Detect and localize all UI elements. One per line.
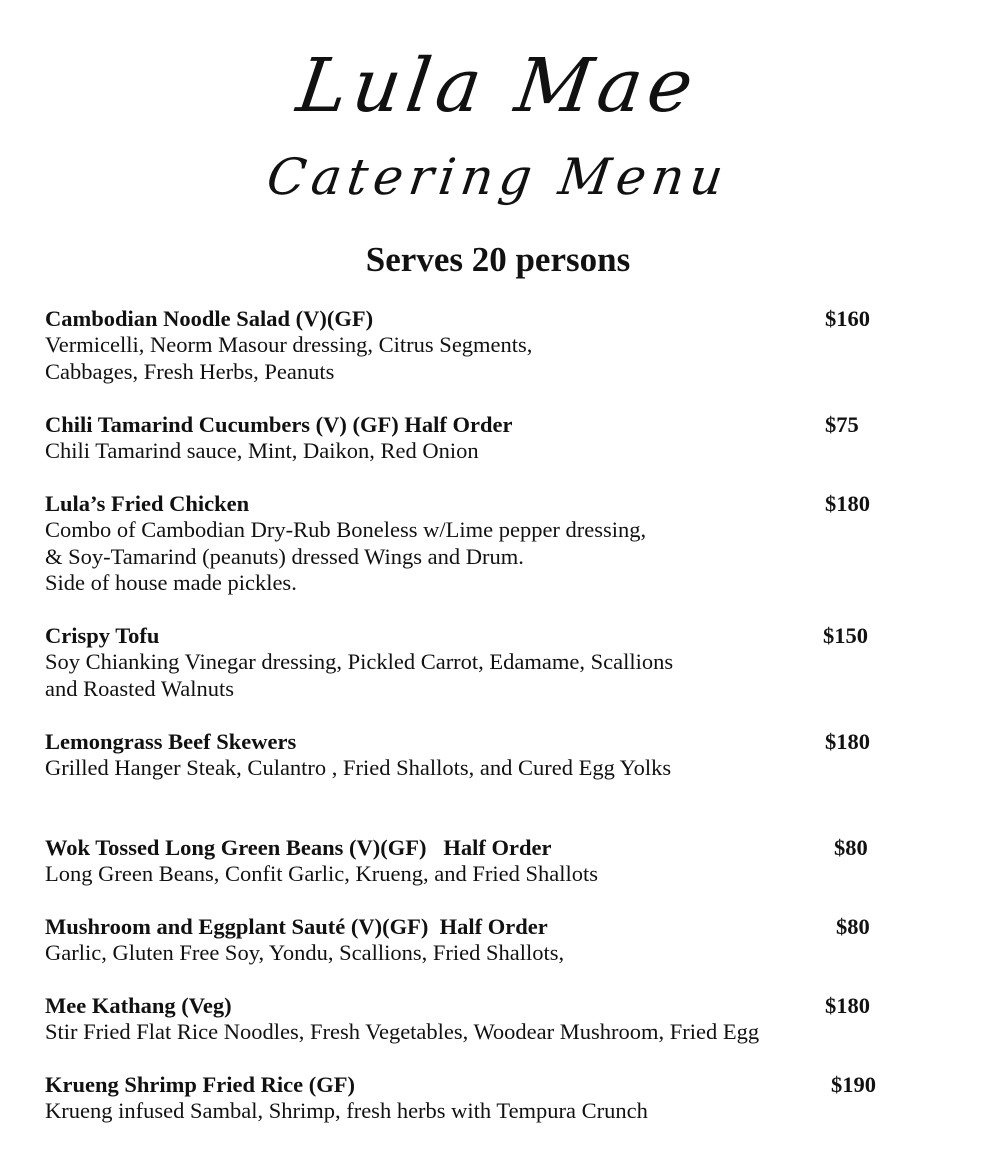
item-name: Lula’s Fried Chicken bbox=[45, 491, 250, 516]
item-price: $180 bbox=[825, 993, 870, 1018]
menu-item bbox=[45, 993, 885, 1046]
item-name: Cambodian Noodle Salad (V)(GF) bbox=[45, 306, 374, 331]
serves-heading: Serves 20 persons bbox=[365, 240, 631, 279]
item-name: Mee Kathang (Veg) bbox=[45, 993, 232, 1018]
item-name: Crispy Tofu bbox=[45, 623, 160, 648]
item-description: Chili Tamarind sauce, Mint, Daikon, Red Onion bbox=[45, 438, 479, 463]
item-price: $80 bbox=[836, 914, 870, 939]
item-description: Garlic, Gluten Free Soy, Yondu, Scallions, Fried Shallots, bbox=[45, 940, 565, 965]
item-description: Grilled Hanger Steak, Culantro , Fried Shallots, and Cured Egg Yolks bbox=[45, 755, 672, 780]
menu-item bbox=[45, 412, 885, 465]
menu-item bbox=[45, 914, 885, 967]
menu-item bbox=[45, 623, 885, 702]
item-price: $75 bbox=[825, 412, 859, 437]
item-name: Lemongrass Beef Skewers bbox=[45, 729, 297, 754]
menu-item bbox=[45, 1072, 885, 1125]
item-description: Combo of Cambodian Dry-Rub Boneless w/Lime pepper dressing, & Soy-Tamarind (peanuts) dressed Wings and Drum. Side of house made pickles. bbox=[45, 517, 647, 595]
item-price: $160 bbox=[825, 306, 870, 331]
item-name: Mushroom and Eggplant Sauté (V)(GF) Half Order bbox=[45, 914, 548, 939]
item-price: $150 bbox=[823, 623, 868, 648]
item-name: Wok Tossed Long Green Beans (V)(GF) Half Order bbox=[45, 835, 552, 860]
restaurant-logo-title: Lula Mae bbox=[292, 43, 704, 129]
menu-item bbox=[45, 729, 885, 782]
item-price: $180 bbox=[825, 729, 870, 754]
menu-item bbox=[45, 491, 885, 597]
item-price: $180 bbox=[825, 491, 870, 516]
item-description: Krueng infused Sambal, Shrimp, fresh herbs with Tempura Crunch bbox=[45, 1098, 648, 1123]
item-price: $190 bbox=[831, 1072, 876, 1097]
item-description: Long Green Beans, Confit Garlic, Krueng, and Fried Shallots bbox=[45, 861, 599, 886]
menu-item bbox=[45, 306, 885, 385]
item-description: Vermicelli, Neorm Masour dressing, Citrus Segments, Cabbages, Fresh Herbs, Peanuts bbox=[45, 332, 533, 384]
item-price: $80 bbox=[834, 835, 868, 860]
item-name: Krueng Shrimp Fried Rice (GF) bbox=[45, 1072, 355, 1097]
item-description: Stir Fried Flat Rice Noodles, Fresh Vegetables, Woodear Mushroom, Fried Egg bbox=[45, 1019, 760, 1044]
menu-script-title: Catering Menu bbox=[263, 148, 733, 206]
item-description: Soy Chianking Vinegar dressing, Pickled Carrot, Edamame, Scallions and Roasted Walnuts bbox=[45, 649, 674, 701]
item-name: Chili Tamarind Cucumbers (V) (GF) Half Order bbox=[45, 412, 513, 437]
menu-item bbox=[45, 835, 885, 888]
